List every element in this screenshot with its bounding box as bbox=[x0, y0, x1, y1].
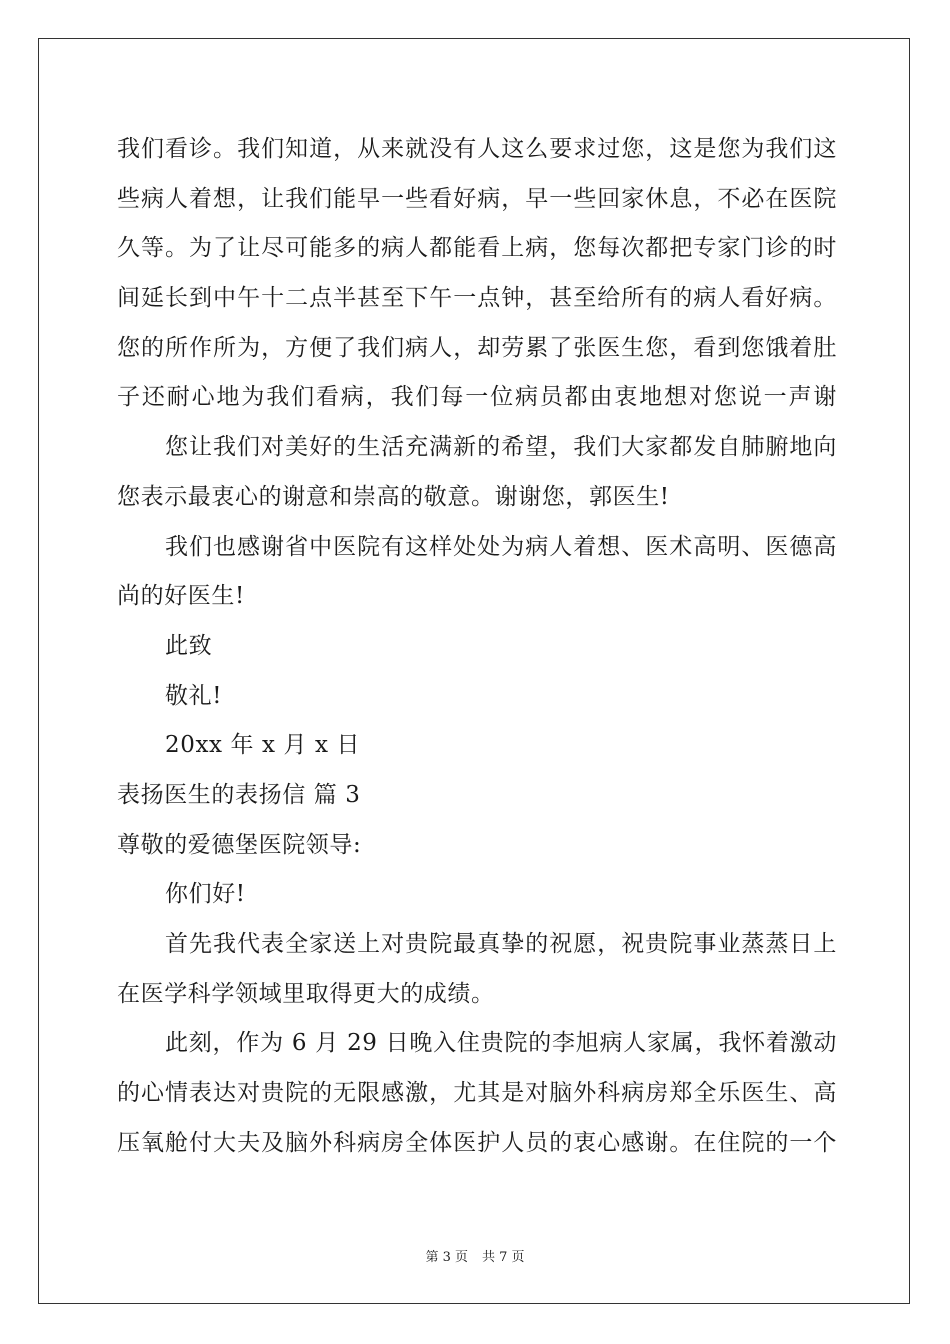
letter-date: 20xx 年 x 月 x 日 bbox=[165, 732, 361, 759]
paragraph-line: 尚的好医生! bbox=[117, 583, 245, 610]
section-heading: 表扬医生的表扬信 篇 3 bbox=[117, 781, 361, 808]
paragraph-line: 的心情表达对贵院的无限感激，尤其是对脑外科病房郑全乐医生、高 bbox=[117, 1080, 837, 1107]
document-body bbox=[117, 128, 837, 1171]
paragraph-line: 压氧舱付大夫及脑外科病房全体医护人员的衷心感谢。在住院的一个 bbox=[117, 1129, 837, 1156]
paragraph-line: 您的所作所为，方便了我们病人，却劳累了张医生您，看到您饿着肚 bbox=[117, 334, 837, 361]
page-number-current: 第 3 页 bbox=[425, 1250, 468, 1265]
letter-greeting: 你们好! bbox=[165, 881, 246, 908]
closing-regards: 敬礼! bbox=[165, 682, 223, 709]
paragraph-line: 我们看诊。我们知道，从来就没有人这么要求过您，这是您为我们这 bbox=[117, 136, 837, 162]
paragraph-line: 久等。为了让尽可能多的病人都能看上病，您每次都把专家门诊的时 bbox=[117, 235, 837, 262]
paragraph-line: 您让我们对美好的生活充满新的希望，我们大家都发自肺腑地向 bbox=[165, 434, 837, 461]
paragraph-line: 间延长到中午十二点半甚至下午一点钟，甚至给所有的病人看好病。 bbox=[117, 285, 837, 312]
paragraph-line: 我们也感谢省中医院有这样处处为病人着想、医术高明、医德高 bbox=[165, 533, 837, 560]
paragraph-line: 此刻，作为 6 月 29 日晚入住贵院的李旭病人家属，我怀着激动 bbox=[165, 1030, 837, 1057]
paragraph-line: 首先我代表全家送上对贵院最真挚的祝愿，祝贵院事业蒸蒸日上 bbox=[165, 931, 837, 957]
paragraph-line: 您表示最衷心的谢意和崇高的敬意。谢谢您，郭医生! bbox=[117, 483, 670, 510]
letter-addressee: 尊敬的爱德堡医院领导: bbox=[117, 831, 362, 858]
closing-salutation: 此致 bbox=[165, 632, 213, 659]
paragraph-line: 些病人着想，让我们能早一些看好病，早一些回家休息，不必在医院 bbox=[117, 185, 837, 212]
page-number-total: 共 7 页 bbox=[482, 1250, 525, 1265]
page-footer bbox=[0, 1246, 950, 1265]
paragraph-line: 在医学科学领域里取得更大的成绩。 bbox=[117, 980, 495, 1007]
paragraph-line: 子还耐心地为我们看病，我们每一位病员都由衷地想对您说一声谢 bbox=[117, 384, 837, 411]
